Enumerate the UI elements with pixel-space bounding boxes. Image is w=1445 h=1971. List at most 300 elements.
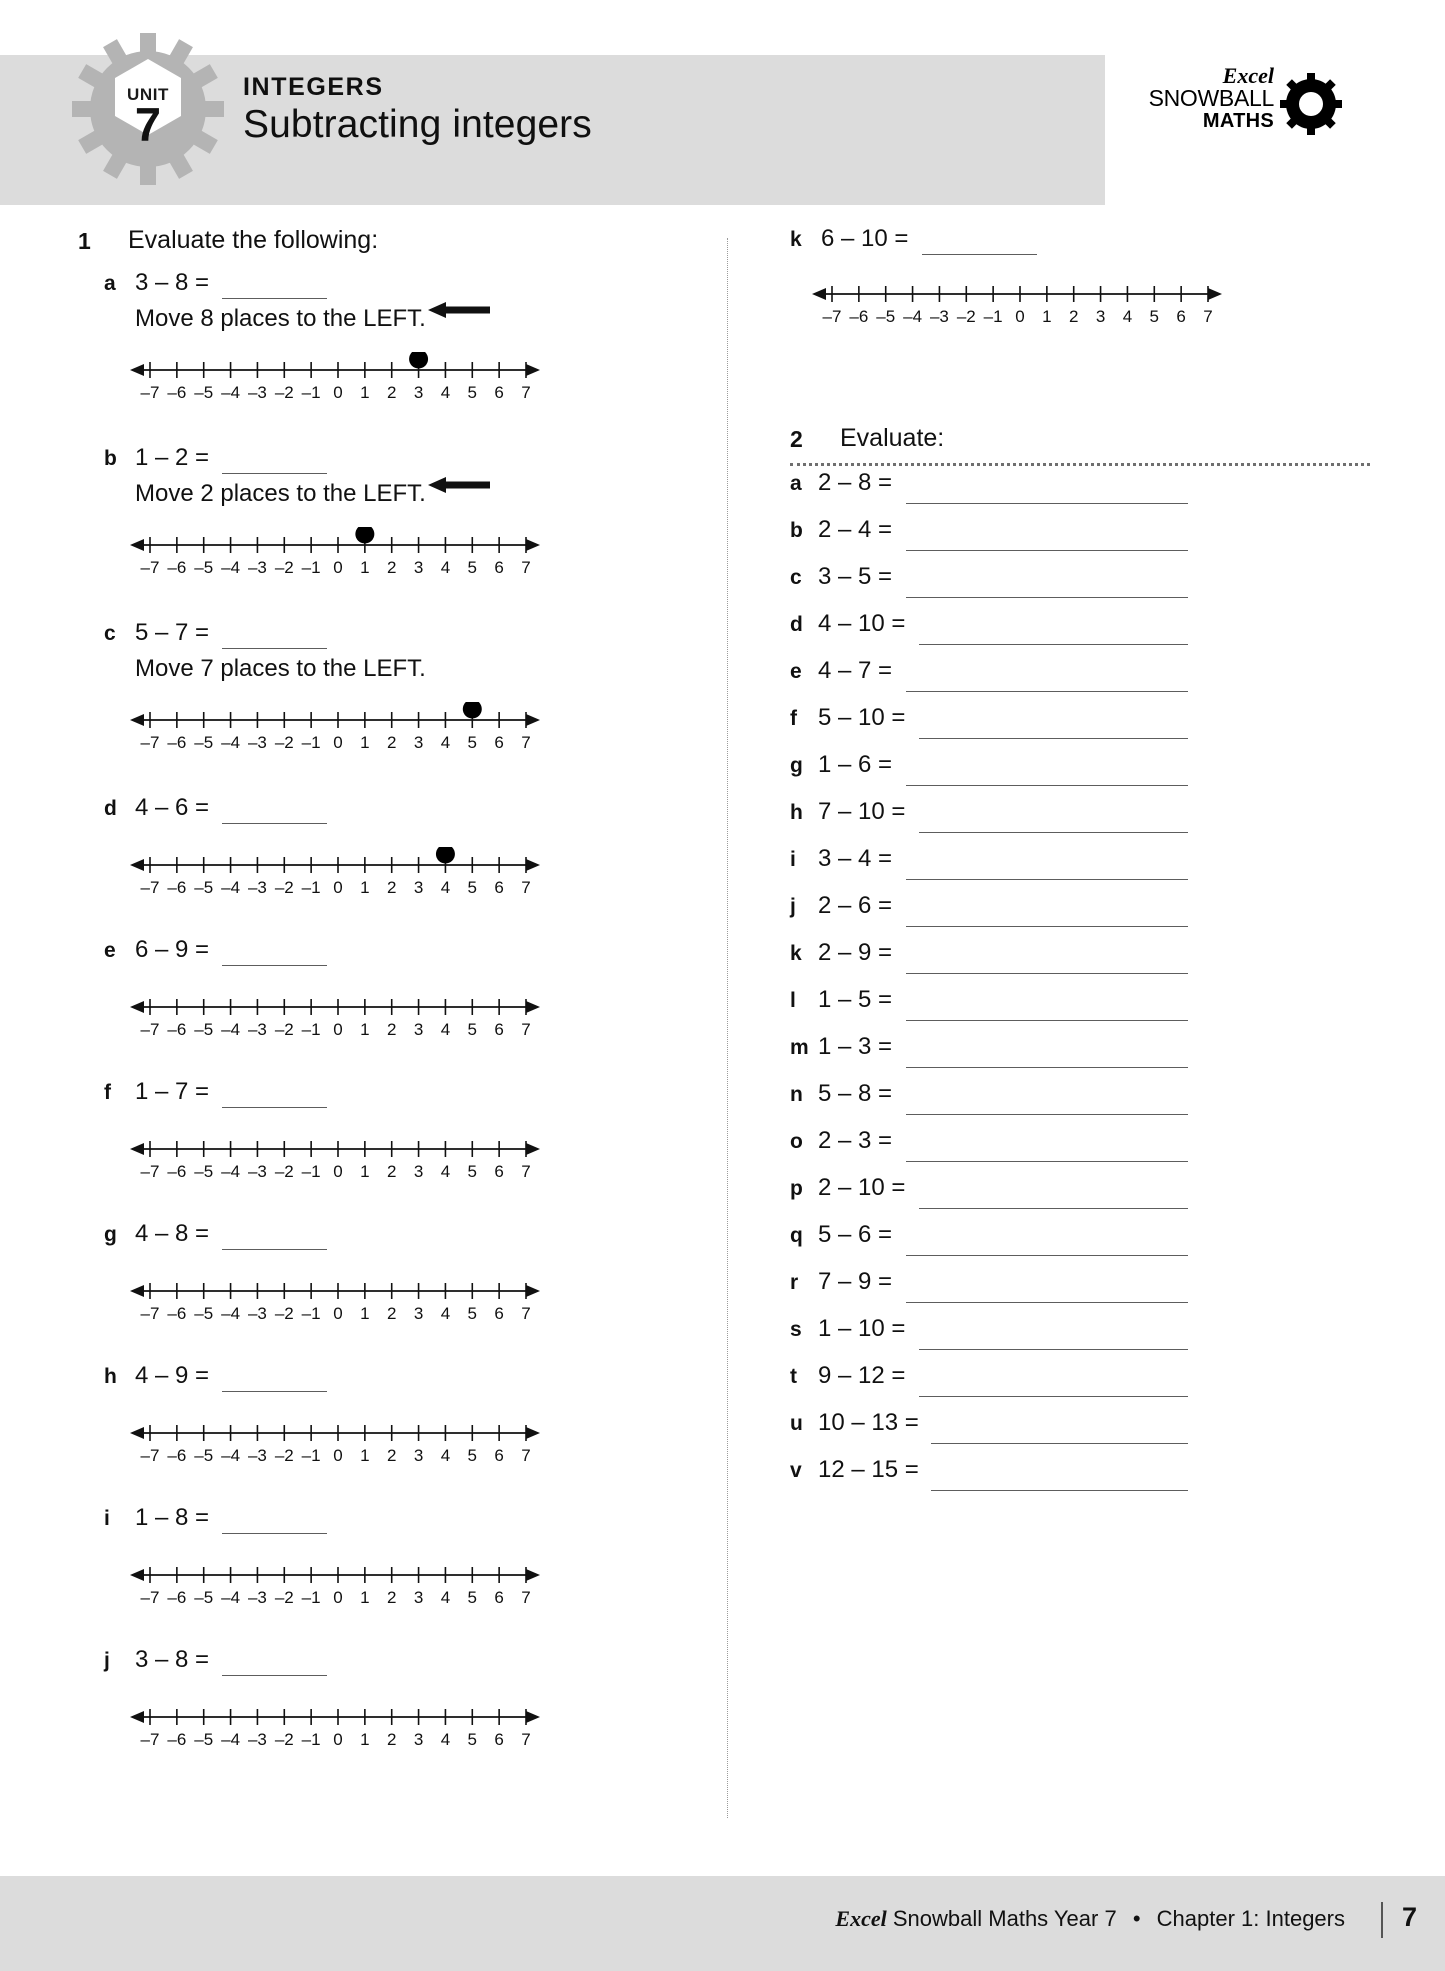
svg-text:–5: –5 xyxy=(194,1304,214,1323)
answer-blank[interactable] xyxy=(919,1349,1188,1350)
svg-text:2: 2 xyxy=(386,1020,397,1039)
question-2-item xyxy=(790,940,1370,987)
question-1-item xyxy=(78,1220,728,1365)
number-line xyxy=(128,1699,548,1751)
svg-text:5: 5 xyxy=(467,383,478,402)
svg-text:–4: –4 xyxy=(221,1020,241,1039)
item-expression: 5 – 8 = xyxy=(818,1080,893,1107)
svg-text:6: 6 xyxy=(494,1730,504,1749)
answer-blank[interactable] xyxy=(222,1249,327,1250)
item-letter: u xyxy=(790,1412,803,1435)
svg-text:3: 3 xyxy=(413,1304,424,1323)
question-2-item xyxy=(790,470,1370,517)
header-kicker: INTEGERS xyxy=(243,73,384,101)
svg-text:3: 3 xyxy=(413,383,424,402)
svg-text:0: 0 xyxy=(333,383,343,402)
number-line-graphic xyxy=(128,989,544,1041)
answer-blank[interactable] xyxy=(906,503,1188,504)
svg-text:5: 5 xyxy=(1149,307,1160,326)
svg-text:–2: –2 xyxy=(274,1730,294,1749)
unit-word: UNIT xyxy=(126,85,170,104)
svg-text:–7: –7 xyxy=(140,733,160,752)
question-2-item xyxy=(790,517,1370,564)
svg-text:0: 0 xyxy=(1015,307,1025,326)
svg-text:6: 6 xyxy=(494,1020,504,1039)
question-1-item xyxy=(790,225,1370,358)
question-2-number: 2 xyxy=(790,426,803,452)
item-expression: 4 – 10 = xyxy=(818,610,906,637)
item-letter: a xyxy=(104,272,116,295)
svg-text:–2: –2 xyxy=(274,878,294,897)
item-letter: j xyxy=(790,895,796,918)
item-expression: 6 – 9 = xyxy=(135,936,210,963)
svg-text:7: 7 xyxy=(521,1730,531,1749)
svg-text:0: 0 xyxy=(333,558,343,577)
item-letter: f xyxy=(790,707,797,730)
item-expression: 1 – 10 = xyxy=(818,1315,906,1342)
footer-bullet: • xyxy=(1132,1906,1141,1931)
svg-text:5: 5 xyxy=(467,558,478,577)
number-line xyxy=(810,276,1230,328)
item-letter: d xyxy=(790,613,803,636)
svg-text:1: 1 xyxy=(360,1020,370,1039)
item-expression: 1 – 6 = xyxy=(818,751,893,778)
svg-text:4: 4 xyxy=(440,1730,451,1749)
item-expression: 4 – 9 = xyxy=(135,1362,210,1389)
answer-blank[interactable] xyxy=(222,1675,327,1676)
item-expression: 1 – 8 = xyxy=(135,1504,210,1531)
item-expression: 4 – 7 = xyxy=(818,657,893,684)
svg-text:–5: –5 xyxy=(876,307,896,326)
svg-text:7: 7 xyxy=(521,878,531,897)
answer-blank[interactable] xyxy=(906,1302,1188,1303)
answer-blank[interactable] xyxy=(906,1067,1188,1068)
question-2-item xyxy=(790,752,1370,799)
item-expression: 9 – 12 = xyxy=(818,1362,906,1389)
svg-text:4: 4 xyxy=(440,558,451,577)
svg-text:4: 4 xyxy=(440,733,451,752)
right-column xyxy=(790,225,1370,1504)
question-2-item xyxy=(790,1128,1370,1175)
question-2-item xyxy=(790,987,1370,1034)
svg-text:–6: –6 xyxy=(167,1730,187,1749)
svg-text:7: 7 xyxy=(521,1304,531,1323)
svg-text:5: 5 xyxy=(467,1304,478,1323)
question-2-item xyxy=(790,564,1370,611)
answer-blank[interactable] xyxy=(919,644,1188,645)
item-expression: 4 – 6 = xyxy=(135,794,210,821)
item-letter: v xyxy=(790,1459,802,1482)
svg-text:6: 6 xyxy=(494,383,504,402)
page-number: 7 xyxy=(1401,1902,1417,1932)
item-letter: k xyxy=(790,942,802,965)
brand-snowball-text: SNOWBALL xyxy=(1148,85,1274,111)
answer-blank[interactable] xyxy=(906,1020,1188,1021)
question-2-items xyxy=(790,470,1370,1504)
answer-blank[interactable] xyxy=(931,1490,1188,1491)
item-expression: 5 – 6 = xyxy=(818,1221,893,1248)
item-letter: c xyxy=(104,622,116,645)
number-line xyxy=(128,702,548,754)
svg-text:1: 1 xyxy=(360,1304,370,1323)
svg-text:–5: –5 xyxy=(194,878,214,897)
svg-text:4: 4 xyxy=(440,383,451,402)
item-hint: Move 8 places to the LEFT. xyxy=(135,305,426,332)
svg-text:–6: –6 xyxy=(167,383,187,402)
question-2-item xyxy=(790,1363,1370,1410)
question-2-heading xyxy=(790,426,1370,470)
answer-blank[interactable] xyxy=(906,879,1188,880)
svg-text:–7: –7 xyxy=(140,383,160,402)
svg-text:–5: –5 xyxy=(194,1730,214,1749)
svg-text:–1: –1 xyxy=(301,1020,321,1039)
svg-text:2: 2 xyxy=(386,1446,397,1465)
svg-text:–1: –1 xyxy=(301,1588,321,1607)
answer-blank[interactable] xyxy=(222,298,327,299)
answer-blank[interactable] xyxy=(222,1391,327,1392)
footer-divider xyxy=(1381,1902,1383,1938)
item-letter: b xyxy=(104,447,117,470)
svg-text:4: 4 xyxy=(440,1020,451,1039)
svg-text:2: 2 xyxy=(1068,307,1079,326)
svg-text:1: 1 xyxy=(360,1730,370,1749)
question-2-item xyxy=(790,1222,1370,1269)
svg-text:–2: –2 xyxy=(274,1304,294,1323)
answer-blank[interactable] xyxy=(919,738,1188,739)
svg-text:–2: –2 xyxy=(274,1446,294,1465)
question-1-text: Evaluate the following: xyxy=(128,226,379,254)
item-hint: Move 2 places to the LEFT. xyxy=(135,480,426,507)
unit-number: 7 xyxy=(134,98,162,151)
svg-text:–5: –5 xyxy=(194,383,214,402)
svg-text:–7: –7 xyxy=(140,558,160,577)
item-letter: i xyxy=(104,1507,110,1530)
svg-text:5: 5 xyxy=(467,733,478,752)
svg-text:4: 4 xyxy=(440,1162,451,1181)
svg-text:–3: –3 xyxy=(247,383,267,402)
svg-text:7: 7 xyxy=(521,383,531,402)
svg-text:1: 1 xyxy=(360,1446,370,1465)
svg-text:6: 6 xyxy=(494,878,504,897)
svg-text:–1: –1 xyxy=(301,558,321,577)
question-1-item xyxy=(78,269,728,447)
svg-text:–3: –3 xyxy=(247,1020,267,1039)
item-expression: 1 – 3 = xyxy=(818,1033,893,1060)
question-2-item xyxy=(790,1081,1370,1128)
item-letter: p xyxy=(790,1177,803,1200)
item-expression: 1 – 2 = xyxy=(135,444,210,471)
svg-text:0: 0 xyxy=(333,1446,343,1465)
svg-text:7: 7 xyxy=(521,733,531,752)
svg-text:5: 5 xyxy=(467,1730,478,1749)
svg-text:–6: –6 xyxy=(167,878,187,897)
svg-text:2: 2 xyxy=(386,1588,397,1607)
svg-text:2: 2 xyxy=(386,1162,397,1181)
svg-text:–1: –1 xyxy=(301,733,321,752)
item-expression: 2 – 8 = xyxy=(818,469,893,496)
svg-text:6: 6 xyxy=(494,558,504,577)
svg-text:–2: –2 xyxy=(274,1162,294,1181)
svg-text:7: 7 xyxy=(521,1588,531,1607)
svg-text:2: 2 xyxy=(386,1730,397,1749)
svg-text:7: 7 xyxy=(521,1162,531,1181)
left-arrow-icon xyxy=(428,477,490,493)
footer-chapter: Chapter 1: Integers xyxy=(1156,1906,1345,1931)
item-letter: m xyxy=(790,1036,809,1059)
question-2-item xyxy=(790,1034,1370,1081)
svg-text:–1: –1 xyxy=(301,383,321,402)
item-letter: f xyxy=(104,1081,111,1104)
item-letter: g xyxy=(104,1223,117,1246)
item-letter: o xyxy=(790,1130,803,1153)
item-expression: 12 – 15 = xyxy=(818,1456,919,1483)
svg-text:–2: –2 xyxy=(274,383,294,402)
svg-text:3: 3 xyxy=(1095,307,1106,326)
svg-text:–7: –7 xyxy=(140,1304,160,1323)
svg-text:2: 2 xyxy=(386,1304,397,1323)
svg-text:–3: –3 xyxy=(247,1730,267,1749)
item-letter: a xyxy=(790,472,802,495)
svg-text:5: 5 xyxy=(467,1020,478,1039)
svg-text:–1: –1 xyxy=(301,1304,321,1323)
answer-blank[interactable] xyxy=(906,785,1188,786)
item-letter: e xyxy=(790,660,802,683)
svg-text:1: 1 xyxy=(360,558,370,577)
item-letter: r xyxy=(790,1271,799,1294)
svg-text:–6: –6 xyxy=(167,1162,187,1181)
svg-text:–6: –6 xyxy=(167,1020,187,1039)
svg-text:–4: –4 xyxy=(221,1304,241,1323)
svg-text:–3: –3 xyxy=(247,1588,267,1607)
item-expression: 2 – 6 = xyxy=(818,892,893,919)
svg-text:–4: –4 xyxy=(221,878,241,897)
answer-blank[interactable] xyxy=(906,973,1188,974)
number-line xyxy=(128,1557,548,1609)
svg-text:5: 5 xyxy=(467,1588,478,1607)
svg-text:2: 2 xyxy=(386,383,397,402)
number-line xyxy=(128,1131,548,1183)
svg-text:4: 4 xyxy=(440,878,451,897)
svg-text:–4: –4 xyxy=(221,733,241,752)
svg-text:–3: –3 xyxy=(247,1446,267,1465)
brand-excel-text: Excel xyxy=(1222,63,1274,88)
svg-text:–7: –7 xyxy=(822,307,842,326)
question-2-item xyxy=(790,1175,1370,1222)
svg-text:–5: –5 xyxy=(194,1162,214,1181)
svg-text:0: 0 xyxy=(333,1730,343,1749)
number-line xyxy=(128,847,548,899)
answer-blank[interactable] xyxy=(906,597,1188,598)
answer-blank[interactable] xyxy=(919,1396,1188,1397)
svg-text:7: 7 xyxy=(521,558,531,577)
answer-blank[interactable] xyxy=(922,254,1037,255)
svg-text:5: 5 xyxy=(467,878,478,897)
item-expression: 2 – 10 = xyxy=(818,1174,906,1201)
question-1-item-k xyxy=(790,225,1370,358)
brand-logo xyxy=(1148,63,1342,143)
number-line xyxy=(128,527,548,579)
answer-blank[interactable] xyxy=(906,691,1188,692)
question-2-item xyxy=(790,1457,1370,1504)
svg-text:6: 6 xyxy=(1176,307,1186,326)
answer-blank[interactable] xyxy=(222,965,327,966)
svg-text:–1: –1 xyxy=(301,878,321,897)
answer-blank[interactable] xyxy=(906,926,1188,927)
svg-text:–6: –6 xyxy=(167,1446,187,1465)
answer-blank[interactable] xyxy=(222,473,327,474)
brand-maths-text: MATHS xyxy=(1202,110,1274,132)
svg-text:–2: –2 xyxy=(274,558,294,577)
svg-text:–2: –2 xyxy=(274,733,294,752)
svg-text:1: 1 xyxy=(360,733,370,752)
item-hint: Move 7 places to the LEFT. xyxy=(135,655,426,682)
svg-text:–4: –4 xyxy=(221,1162,241,1181)
question-1-number: 1 xyxy=(78,228,91,254)
svg-text:–3: –3 xyxy=(247,878,267,897)
item-letter: d xyxy=(104,797,117,820)
answer-blank[interactable] xyxy=(919,1208,1188,1209)
footer-band xyxy=(0,1876,1445,1971)
svg-text:6: 6 xyxy=(494,1304,504,1323)
svg-text:–2: –2 xyxy=(274,1020,294,1039)
item-expression: 6 – 10 = xyxy=(821,225,909,252)
svg-text:–5: –5 xyxy=(194,1588,214,1607)
question-1-item xyxy=(78,1646,728,1791)
svg-text:–3: –3 xyxy=(247,558,267,577)
item-letter: l xyxy=(790,989,796,1012)
svg-text:–5: –5 xyxy=(194,733,214,752)
svg-text:3: 3 xyxy=(413,733,424,752)
svg-text:3: 3 xyxy=(413,1446,424,1465)
svg-text:–7: –7 xyxy=(140,1588,160,1607)
svg-text:1: 1 xyxy=(1042,307,1052,326)
question-2-item xyxy=(790,893,1370,940)
svg-text:3: 3 xyxy=(413,1730,424,1749)
svg-text:0: 0 xyxy=(333,1304,343,1323)
item-expression: 5 – 7 = xyxy=(135,619,210,646)
svg-text:2: 2 xyxy=(386,558,397,577)
answer-blank[interactable] xyxy=(906,1161,1188,1162)
svg-text:4: 4 xyxy=(1122,307,1133,326)
question-2-item xyxy=(790,705,1370,752)
svg-text:–1: –1 xyxy=(301,1730,321,1749)
svg-text:–4: –4 xyxy=(221,558,241,577)
svg-text:–2: –2 xyxy=(274,1588,294,1607)
item-expression: 4 – 8 = xyxy=(135,1220,210,1247)
question-2-item xyxy=(790,846,1370,893)
answer-blank[interactable] xyxy=(222,1533,327,1534)
item-expression: 3 – 5 = xyxy=(818,563,893,590)
answer-blank[interactable] xyxy=(906,1255,1188,1256)
item-expression: 2 – 4 = xyxy=(818,516,893,543)
item-letter: j xyxy=(104,1649,110,1672)
question-1-item xyxy=(78,444,728,622)
number-line xyxy=(128,1273,548,1325)
svg-text:6: 6 xyxy=(494,733,504,752)
svg-text:–3: –3 xyxy=(247,1304,267,1323)
svg-text:–3: –3 xyxy=(929,307,949,326)
number-line-graphic xyxy=(128,527,544,579)
answer-blank[interactable] xyxy=(222,823,327,824)
left-arrow-icon xyxy=(428,302,490,318)
svg-text:–7: –7 xyxy=(140,1020,160,1039)
svg-text:–2: –2 xyxy=(956,307,976,326)
number-line xyxy=(128,352,548,404)
svg-text:0: 0 xyxy=(333,878,343,897)
question-1-item xyxy=(78,619,728,797)
svg-text:7: 7 xyxy=(521,1446,531,1465)
item-expression: 2 – 9 = xyxy=(818,939,893,966)
svg-text:–4: –4 xyxy=(221,383,241,402)
number-line-graphic xyxy=(128,1131,544,1183)
item-letter: t xyxy=(790,1365,797,1388)
svg-text:0: 0 xyxy=(333,1020,343,1039)
answer-blank[interactable] xyxy=(222,1107,327,1108)
answer-blank[interactable] xyxy=(919,832,1188,833)
svg-text:6: 6 xyxy=(494,1162,504,1181)
number-line-graphic xyxy=(128,1273,544,1325)
question-2-item xyxy=(790,799,1370,846)
svg-text:–5: –5 xyxy=(194,1020,214,1039)
item-letter: s xyxy=(790,1318,802,1341)
svg-text:–3: –3 xyxy=(247,1162,267,1181)
svg-text:1: 1 xyxy=(360,1162,370,1181)
svg-text:–6: –6 xyxy=(167,1588,187,1607)
number-line-graphic xyxy=(810,276,1226,328)
question-1-item xyxy=(78,794,728,939)
svg-text:2: 2 xyxy=(386,878,397,897)
svg-text:–7: –7 xyxy=(140,1446,160,1465)
svg-text:7: 7 xyxy=(1203,307,1213,326)
footer-text xyxy=(835,1906,1345,1932)
answer-blank[interactable] xyxy=(222,648,327,649)
question-1-heading xyxy=(78,228,728,272)
svg-text:–4: –4 xyxy=(903,307,923,326)
question-2-item xyxy=(790,658,1370,705)
svg-text:–5: –5 xyxy=(194,1446,214,1465)
answer-blank[interactable] xyxy=(906,550,1188,551)
item-expression: 10 – 13 = xyxy=(818,1409,919,1436)
item-expression: 1 – 7 = xyxy=(135,1078,210,1105)
footer-book: Snowball Maths Year 7 xyxy=(892,1906,1117,1931)
item-letter: h xyxy=(104,1365,117,1388)
svg-text:7: 7 xyxy=(521,1020,531,1039)
item-letter: k xyxy=(790,228,802,251)
item-letter: i xyxy=(790,848,796,871)
svg-text:–4: –4 xyxy=(221,1446,241,1465)
item-expression: 1 – 5 = xyxy=(818,986,893,1013)
gear-icon xyxy=(1280,73,1342,135)
svg-text:5: 5 xyxy=(467,1446,478,1465)
item-letter: e xyxy=(104,939,116,962)
svg-text:1: 1 xyxy=(360,1588,370,1607)
svg-text:3: 3 xyxy=(413,878,424,897)
svg-text:–6: –6 xyxy=(167,558,187,577)
item-letter: b xyxy=(790,519,803,542)
svg-text:1: 1 xyxy=(360,878,370,897)
item-expression: 3 – 4 = xyxy=(818,845,893,872)
number-line-graphic xyxy=(128,352,544,404)
question-1-items xyxy=(78,269,728,1791)
question-2-text: Evaluate: xyxy=(840,424,945,452)
answer-blank[interactable] xyxy=(906,1114,1188,1115)
footer-excel: Excel xyxy=(835,1906,887,1931)
answer-blank[interactable] xyxy=(931,1443,1188,1444)
number-line-graphic xyxy=(128,702,544,754)
page-title: Subtracting integers xyxy=(243,103,592,146)
svg-text:3: 3 xyxy=(413,1588,424,1607)
number-line-graphic xyxy=(128,1557,544,1609)
